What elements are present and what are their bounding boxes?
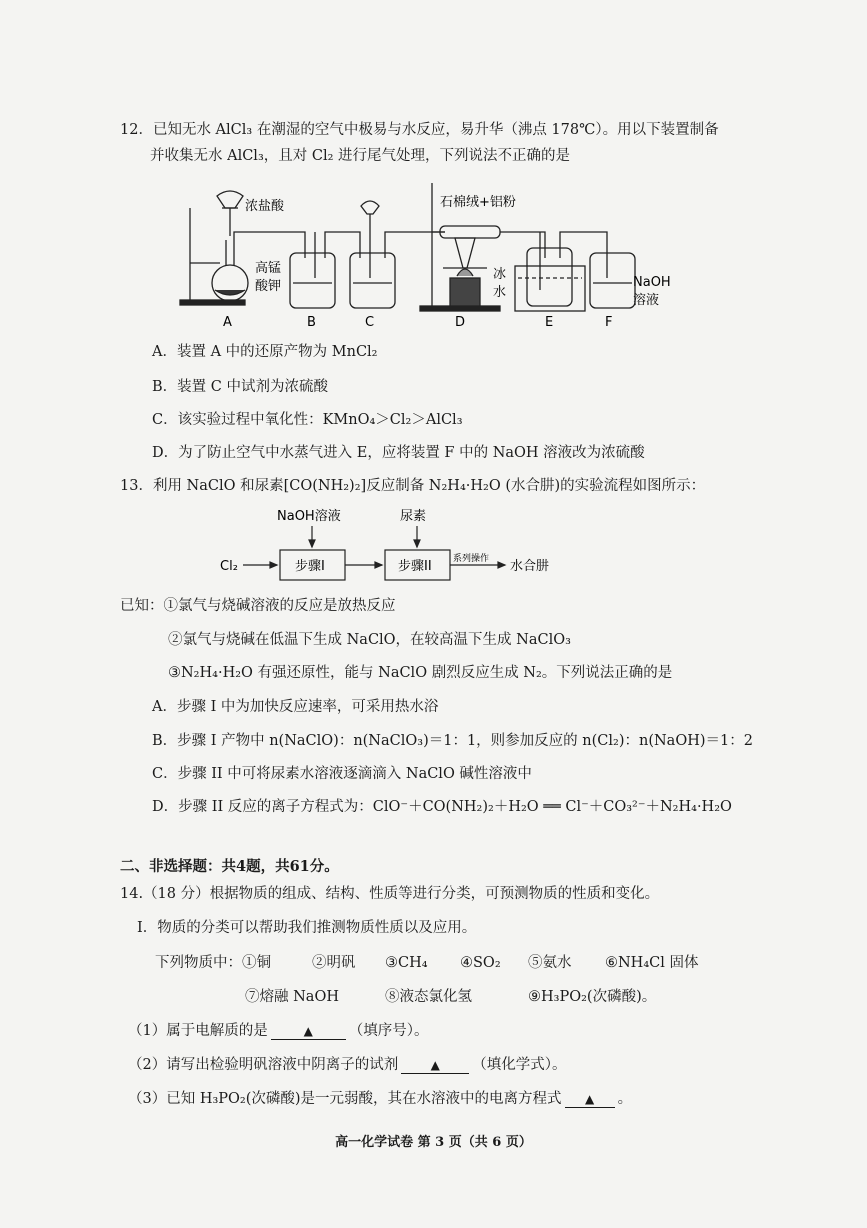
q14-sub1-suffix: （填序号）。	[348, 1023, 429, 1039]
label-hcl: 浓盐酸	[245, 199, 285, 214]
section-2-heading: 二、非选择题：共4题，共61分。	[120, 858, 339, 875]
label-ice-1: 冰	[493, 267, 507, 282]
flow-input-cl2: Cl₂	[220, 559, 238, 574]
triangle-mark-icon: ▲	[430, 1058, 440, 1072]
q13-option-b: B．步骤 I 产物中 n(NaClO)：n(NaClO₃)＝1：1，则参加反应的 n(Cl₂)：n(NaOH)＝1：2	[152, 733, 753, 749]
q12-option-a: A．装置 A 中的还原产物为 MnCl₂	[152, 344, 378, 360]
q14-sub3-suffix: 。	[617, 1091, 633, 1107]
flow-step2: 步骤II	[398, 559, 432, 574]
label-kmno4-1: 高锰	[255, 261, 282, 276]
answer-blank-1[interactable]	[271, 1023, 346, 1040]
q14-sub2-prefix: （2）请写出检验明矾溶液中阴离子的试剂	[128, 1057, 399, 1073]
label-asbestos-al: 石棉绒+铝粉	[440, 195, 516, 210]
substance-9: ⑨H₃PO₂(次磷酸)。	[528, 989, 657, 1005]
flow-reagent-naoh: NaOH溶液	[277, 509, 341, 524]
q14-part1: I．物质的分类可以帮助我们推测物质性质以及应用。	[137, 920, 477, 936]
q12-option-b: B．装置 C 中试剂为浓硫酸	[152, 379, 328, 395]
q14-sub2-suffix: （填化学式）。	[472, 1057, 567, 1073]
letter-f: F	[605, 315, 613, 330]
q13-stem: 13．利用 NaClO 和尿素[CO(NH₂)₂]反应制备 N₂H₄·H₂O (水合肼)的实验流程如图所示：	[120, 478, 706, 494]
q12-option-c: C．该实验过程中氧化性：KMnO₄＞Cl₂＞AlCl₃	[152, 412, 463, 428]
flow-reagent-urea: 尿素	[400, 509, 427, 524]
flow-product: 水合肼	[510, 559, 550, 574]
q14-sub3	[128, 1089, 632, 1109]
q14-stem: 14.（18 分）根据物质的组成、结构、性质等进行分类，可预测物质的性质和变化。	[120, 886, 660, 902]
q13-option-c: C．步骤 II 中可将尿素水溶液逐滴滴入 NaClO 碱性溶液中	[152, 766, 532, 782]
q14-sub3-prefix: （3）已知 H₃PO₂(次磷酸)是一元弱酸，其在水溶液中的电离方程式	[128, 1091, 562, 1107]
page-footer: 高一化学试卷 第 3 页（共 6 页）	[335, 1135, 532, 1150]
answer-blank-2[interactable]	[401, 1057, 469, 1074]
label-ice-2: 水	[493, 285, 507, 300]
letter-c: C	[365, 315, 375, 330]
q14-sub2	[128, 1055, 566, 1075]
label-naoh-2: 溶液	[633, 293, 660, 308]
flow-arrow-label: 系列操作	[453, 554, 490, 564]
q12-stem-line2: 并收集无水 AlCl₃，且对 Cl₂ 进行尾气处理，下列说法不正确的是	[150, 148, 571, 164]
flow-step1: 步骤I	[295, 559, 325, 574]
q13-known-2: ②氯气与烧碱在低温下生成 NaClO，在较高温下生成 NaClO₃	[168, 632, 571, 648]
q14-sub1	[128, 1021, 428, 1041]
label-naoh-1: NaOH	[633, 275, 671, 290]
q14-sub1-prefix: （1）属于电解质的是	[128, 1023, 268, 1039]
substance-3: ③CH₄	[385, 955, 428, 971]
letter-e: E	[545, 315, 554, 330]
q12-stem-line1: 12．已知无水 AlCl₃ 在潮湿的空气中极易与水反应，易升华（沸点 178℃）。用以下装置制备	[120, 122, 719, 138]
q13-option-a: A．步骤 I 中为加快反应速率，可采用热水浴	[152, 699, 439, 715]
substance-7: ⑦熔融 NaOH	[245, 989, 339, 1005]
q12-apparatus-diagram	[175, 178, 675, 333]
answer-blank-3[interactable]	[565, 1091, 615, 1108]
letter-b: B	[307, 315, 316, 330]
substance-4: ④SO₂	[460, 955, 501, 971]
substance-6: ⑥NH₄Cl 固体	[605, 955, 699, 971]
substance-2: ②明矾	[312, 955, 356, 971]
substance-8: ⑧液态氯化氢	[385, 989, 472, 1005]
substance-1: 下列物质中：①铜	[155, 955, 271, 971]
q12-option-d: D．为了防止空气中水蒸气进入 E，应将装置 F 中的 NaOH 溶液改为浓硫酸	[152, 445, 645, 461]
q13-known-3: ③N₂H₄·H₂O 有强还原性，能与 NaClO 剧烈反应生成 N₂。下列说法正确的是	[168, 665, 673, 681]
q13-option-d: D．步骤 II 反应的离子方程式为：ClO⁻＋CO(NH₂)₂＋H₂O ══ Cl⁻＋CO₃²⁻＋N₂H₄·H₂O	[152, 799, 732, 815]
substance-5: ⑤氨水	[528, 955, 572, 971]
triangle-mark-icon: ▲	[584, 1092, 595, 1106]
letter-d: D	[455, 315, 466, 330]
letter-a: A	[223, 315, 232, 330]
triangle-mark-icon: ▲	[303, 1024, 313, 1038]
q13-flow-diagram	[215, 500, 595, 592]
label-kmno4-2: 酸钾	[255, 279, 282, 294]
q13-known-1: 已知：①氯气与烧碱溶液的反应是放热反应	[120, 598, 396, 614]
